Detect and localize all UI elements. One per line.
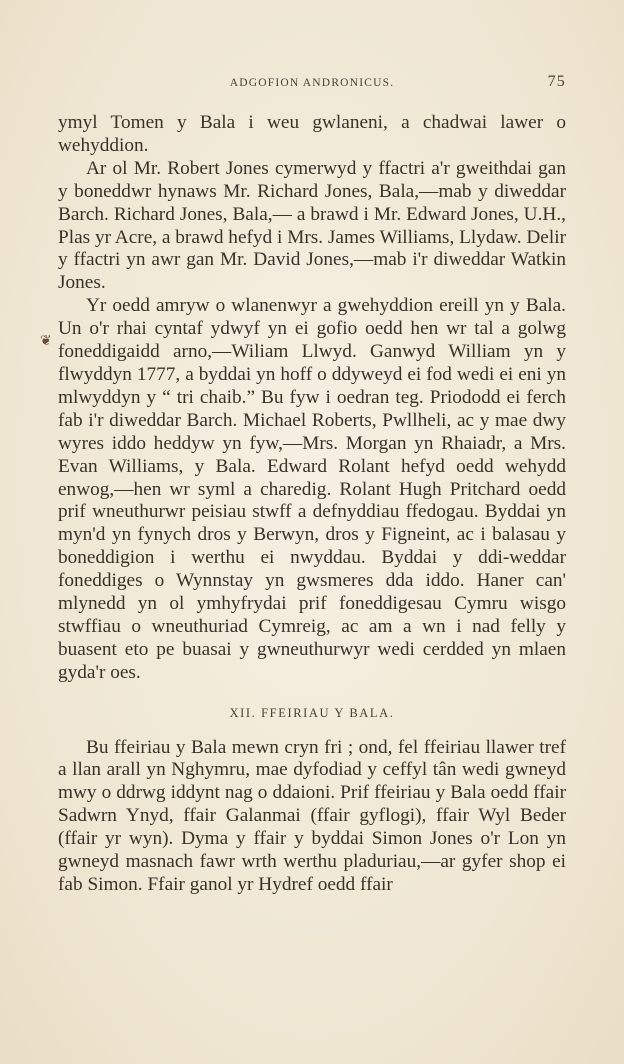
paragraph-fairs: Bu ffeiriau y Bala mewn cryn fri ; ond, fel ffeiriau llawer tref a llan arall yn Nghymru, mae dyfodiad y ceffyl tân wedi gwneyd mwy o ddrwg iddynt nag o ddaioni. Prif ffeiriau y Bala oedd ffair Sadwrn Ynyd, ffair Galanmai (ffair gyflogi), ffair Wyl Beder (ffair yr wyn). Dyma y ffair y byddai Simon Jones o'r Lon yn gwneyd masnach fawr wrth werthu pladuriau,—ar gyfer shop ei fab Simon. Ffair ganol yr Hydref oedd ffair bbox=[58, 736, 566, 895]
paragraph-factory: Ar ol Mr. Robert Jones cymerwyd y ffactri a'r gweithdai gan y boneddwr hynaws Mr. Richard Jones, Bala,—mab y diweddar Barch. Richard Jones, Bala,— a brawd i Mr. Edward Jones, U.H., Plas yr Acre, a brawd hefyd i Mrs. James Williams, Llydaw. Delir y ffactri yn awr gan Mr. David Jones,—mab i'r diweddar Watkin Jones. bbox=[58, 157, 566, 294]
running-title: ADGOFION ANDRONICUS. bbox=[229, 77, 395, 89]
margin-ink-mark: ❦ bbox=[40, 333, 52, 349]
page-number: 75 bbox=[547, 73, 566, 90]
section-heading: XII. FFEIRIAU Y BALA. bbox=[229, 705, 395, 720]
running-head bbox=[58, 72, 566, 98]
book-page bbox=[58, 72, 566, 897]
paragraph-weavers: Yr oedd amryw o wlanenwyr a gwehyddion ereill yn y Bala. Un o'r rhai cyntaf ydwyf yn ei gofio oedd hen wr tal a golwg foneddigaidd arno,—Wiliam Llwyd. Ganwyd William yn y flwyddyn 1777, a byddai yn hoff o ddyweyd ei fod wedi ei eni yn mlwyddyn y “ tri chaib.” Bu fyw i oedran teg. Priododd ei ferch fab i'r diweddar Barch. Michael Roberts, Pwllheli, ac y mae dwy wyres iddo heddyw yn fyw,—Mrs. Morgan yn Rhaiadr, a Mrs. Evan Williams, y Bala. Edward Rolant hefyd oedd wehydd enwog,—hen wr syml a charedig. Rolant Hugh Pritchard oedd prif wneuthurwr peisiau stwff a defnyddiau ffedogau. Byddai yn myn'd yn fynych dros y Berwyn, dros y Figneint, ac i balasau y boneddigion i werthu ei nwyddau. Byddai y ddi-weddar foneddiges o Wynnstay yn gwsmeres dda iddo. Haner can' mlynedd yn ol ymhyfrydai prif foneddigesau Cymru wisgo stwffiau o wneuthuriad Cymreig, ac am a wn i nad felly y buasent eto pe buasai y gwneuthurwyr wedi cerdded yn mlaen gyda'r oes. bbox=[58, 295, 566, 683]
paragraph-continuation: ymyl Tomen y Bala i weu gwlaneni, a chadwai lawer o wehyddion. bbox=[58, 112, 566, 156]
body-text bbox=[58, 112, 566, 897]
